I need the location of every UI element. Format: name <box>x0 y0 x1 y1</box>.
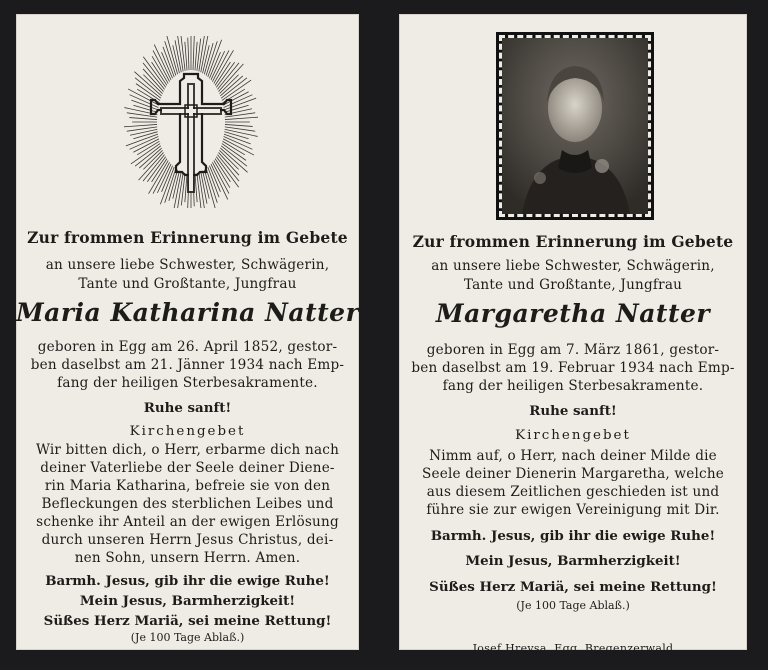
invocation-line: Süßes Herz Mariä, sei meine Rettung! <box>43 613 332 629</box>
invocation-line: Barmh. Jesus, gib ihr die ewige Ruhe! <box>430 528 716 544</box>
card-heading: Zur frommen Erinnerung im Gebete <box>412 232 734 251</box>
deceased-name: Maria Katharina Natter <box>16 298 360 327</box>
prayer-line: Wir bitten dich, o Herr, erbarme dich nach <box>35 442 340 458</box>
prayer-line: Befleckungen des sterblichen Leibes und <box>41 496 334 512</box>
intro-line-2: Tante und Großtante, Jungfrau <box>78 276 297 292</box>
invocation-line: Barmh. Jesus, gib ihr die ewige Ruhe! <box>45 573 330 589</box>
indulgence-note: (Je 100 Tage Ablaß.) <box>130 631 245 644</box>
prayer-line: führe sie zur ewigen Vereinigung mit Dir. <box>426 502 720 518</box>
bio-line-3: fang der heiligen Sterbesakramente. <box>57 375 318 391</box>
indulgence-note: (Je 100 Tage Ablaß.) <box>516 599 630 612</box>
prayer-line: schenke ihr Anteil an der ewigen Erlösung <box>36 514 339 530</box>
prayer-line: Seele deiner Dienerin Margaretha, welche <box>421 466 725 482</box>
prayer-line: deiner Vaterliebe der Seele deiner Diene- <box>40 460 335 476</box>
bio-line-1: geboren in Egg am 7. März 1861, gestor- <box>426 342 720 358</box>
prayer-line: nen Sohn, unsern Herrn. Amen. <box>74 550 301 566</box>
bio-line-2: ben daselbst am 19. Februar 1934 nach Emp- <box>411 360 735 376</box>
bio-line-3: fang der heiligen Sterbesakramente. <box>442 378 704 394</box>
invocation-line: Mein Jesus, Barmherzigkeit! <box>79 593 296 609</box>
rest-in-peace: Ruhe sanft! <box>143 400 232 416</box>
card-heading: Zur frommen Erinnerung im Gebete <box>27 228 348 247</box>
bio-line-2: ben daselbst am 21. Jänner 1934 nach Emp- <box>30 357 345 373</box>
memorial-card-right <box>399 14 747 655</box>
printer-imprint: Josef Hrevsa, Egg, Bregenzerwald <box>472 642 674 655</box>
prayer-line: aus diesem Zeitlichen geschieden ist und <box>426 484 720 500</box>
bio-line-1: geboren in Egg am 26. April 1852, gestor- <box>37 339 338 355</box>
invocation-line: Süßes Herz Mariä, sei meine Rettung! <box>429 579 717 595</box>
prayer-line: Nimm auf, o Herr, nach deiner Milde die <box>429 448 717 464</box>
intro-line-2: Tante und Großtante, Jungfrau <box>463 277 683 293</box>
cross-with-radiance-icon <box>124 36 258 208</box>
prayer-title: Kirchengebet <box>129 424 246 439</box>
prayer-line: rin Maria Katharina, befreie sie von den <box>44 478 331 494</box>
portrait-photo <box>499 35 651 217</box>
intro-line-1: an unsere liebe Schwester, Schwägerin, <box>45 257 330 273</box>
prayer-line: durch unseren Herrn Jesus Christus, dei- <box>41 532 334 548</box>
intro-line-1: an unsere liebe Schwester, Schwägerin, <box>431 258 715 274</box>
deceased-name: Margaretha Natter <box>435 299 711 328</box>
memorial-card-left <box>16 14 359 650</box>
prayer-title: Kirchengebet <box>515 428 631 443</box>
rest-in-peace: Ruhe sanft! <box>529 403 617 419</box>
invocation-line: Mein Jesus, Barmherzigkeit! <box>465 553 681 569</box>
